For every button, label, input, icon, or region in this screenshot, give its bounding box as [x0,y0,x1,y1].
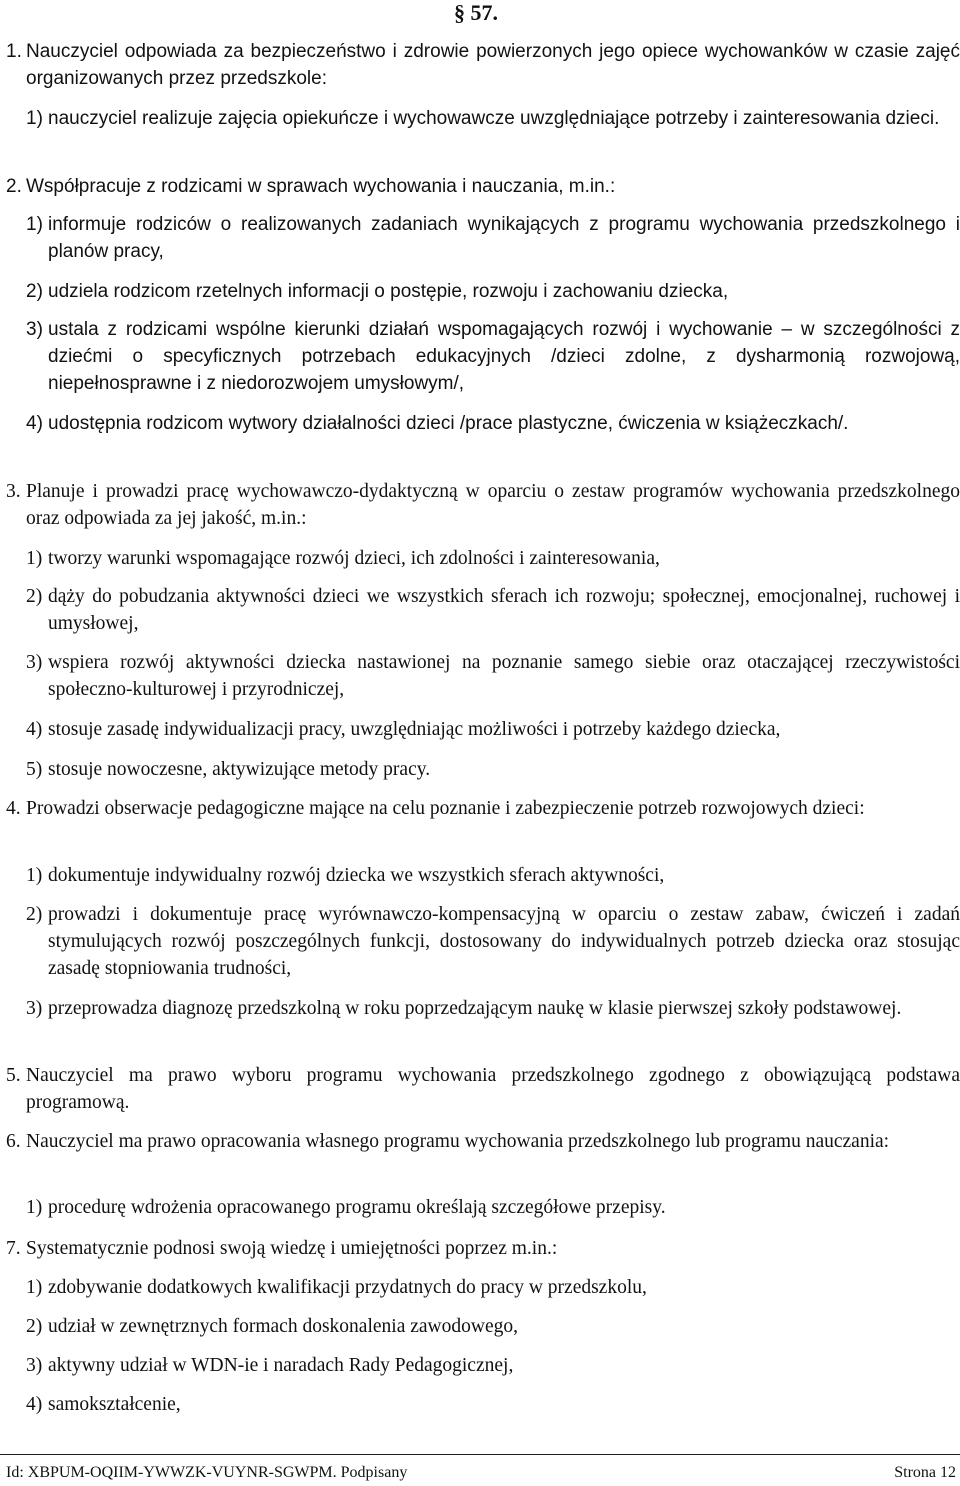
item-number: 2) [26,1316,43,1337]
paragraph-number: 3. [6,481,21,502]
item-text: udział w zewnętrznych formach doskonalenia zawodowego, [48,1316,518,1337]
item-text: udostępnia rodzicom wytwory działalności dzieci /prace plastyczne, ćwiczenia w książeczkach/. [48,413,849,434]
item-text: udziela rodzicom rzetelnych informacji o postępie, rozwoju i zachowaniu dziecka, [48,281,729,302]
list-item [0,211,960,265]
item-number: 5) [26,759,43,780]
item-text: zdobywanie dodatkowych kwalifikacji przydatnych do pracy w przedszkolu, [48,1277,647,1298]
paragraph-text: Planuje i prowadzi pracę wychowawczo-dydaktyczną w oparciu o zestaw programów wychowania przedszkolnego oraz odpowiada za jej jakość, m.in.: [26,481,960,529]
item-number: 1) [26,108,43,129]
list-item [0,410,960,437]
item-number: 1) [26,865,43,886]
paragraph-number: 2. [6,176,22,197]
item-text: dąży do pobudzania aktywności dzieci we wszystkich sferach ich rozwoju; społecznej, emocjonalnej, ruchowej i umysłowej, [48,586,960,634]
section-heading: § 57. [454,0,498,25]
paragraph-text: Nauczyciel ma prawo wyboru programu wychowania przedszkolnego zgodnego z obowiązującą podstawa programową. [26,1065,960,1113]
list-item [0,649,960,703]
item-text: prowadzi i dokumentuje pracę wyrównawczo-kompensacyjną w oparciu o zestaw zabaw, ćwiczeń i zadań stymulujących rozwój poszczególnych funkcji, dostosowany do indywidualnych potrzeb dziecka oraz stosując zasadę stopniowania trudności, [48,904,960,979]
list-item [0,105,960,132]
item-number: 3) [26,652,43,673]
paragraph-4 [0,795,960,822]
item-number: 4) [26,1394,43,1415]
item-number: 3) [26,1355,43,1376]
paragraph-number: 5. [6,1065,21,1086]
list-item [0,316,960,397]
paragraph-number: 4. [6,798,21,819]
item-text: stosuje zasadę indywidualizacji pracy, uwzględniając możliwości i potrzeby każdego dziecka, [48,719,781,740]
footer-divider [0,1454,960,1455]
item-number: 4) [26,413,43,434]
list-item [0,1391,960,1418]
paragraph-text: Nauczyciel ma prawo opracowania własnego programu wychowania przedszkolnego lub programu nauczania: [26,1131,890,1152]
item-number: 1) [26,1197,43,1218]
item-text: nauczyciel realizuje zajęcia opiekuńcze i wychowawcze uwzględniające potrzeby i zainteresowania dzieci. [48,108,940,129]
list-item [0,862,960,889]
paragraph-text: Prowadzi obserwacje pedagogiczne mające na celu poznanie i zabezpieczenie potrzeb rozwojowych dzieci: [26,798,865,819]
item-text: stosuje nowoczesne, aktywizujące metody pracy. [48,759,431,780]
item-number: 3) [26,998,43,1019]
paragraph-2 [0,173,960,200]
document-id: Id: XBPUM-OQIIM-YWWZK-VUYNR-SGWPM. Podpisany [6,1464,408,1481]
item-text: ustala z rodzicami wspólne kierunki działań wspomagających rozwój i wychowanie – w szczególności z dziećmi o specyficznych potrzebach edukacyjnych /dzieci zdolne, z dysharmonią rozwojową, niepełnosprawne i z niedorozwojem umysłowym/, [48,319,960,394]
list-item [0,583,960,637]
item-number: 2) [26,586,43,607]
list-item [0,995,960,1022]
list-item [0,1313,960,1340]
item-text: informuje rodziców o realizowanych zadaniach wynikających z programu wychowania przedszkolnego i planów pracy, [48,214,960,262]
list-item [0,1194,960,1221]
paragraph-6 [0,1128,960,1155]
paragraph-3 [0,478,960,532]
item-number: 3) [26,319,43,340]
list-item [0,756,960,783]
paragraph-text: Nauczyciel odpowiada za bezpieczeństwo i zdrowie powierzonych jego opiece wychowanków w czasie zajęć organizowanych przez przedszkole: [26,41,960,89]
paragraph-number: 6. [6,1131,21,1152]
item-text: tworzy warunki wspomagające rozwój dzieci, ich zdolności i zainteresowania, [48,548,660,569]
item-number: 2) [26,281,43,302]
list-item [0,1352,960,1379]
item-text: samokształcenie, [48,1394,181,1415]
list-item [0,1274,960,1301]
list-item [0,716,960,743]
page-number: Strona 12 [894,1464,956,1481]
paragraph-7 [0,1235,960,1262]
paragraph-5 [0,1062,960,1116]
paragraph-number: 7. [6,1238,21,1259]
paragraph-number: 1. [6,41,22,62]
paragraph-1 [0,38,960,92]
list-item [0,901,960,982]
item-text: wspiera rozwój aktywności dziecka nastawionej na poznanie samego siebie oraz otaczającej rzeczywistości społeczno-kulturowej i przyrodniczej, [48,652,960,700]
item-number: 2) [26,904,43,925]
paragraph-text: Współpracuje z rodzicami w sprawach wychowania i nauczania, m.in.: [26,176,616,197]
item-number: 4) [26,719,43,740]
list-item [0,545,960,572]
item-text: dokumentuje indywidualny rozwój dziecka we wszystkich sferach aktywności, [48,865,665,886]
item-text: przeprowadza diagnozę przedszkolną w roku poprzedzającym naukę w klasie pierwszej szkoły podstawowej. [48,998,902,1019]
item-text: aktywny udział w WDN-ie i naradach Rady Pedagogicznej, [48,1355,514,1376]
item-number: 1) [26,1277,43,1298]
paragraph-text: Systematycznie podnosi swoją wiedzę i umiejętności poprzez m.in.: [26,1238,558,1259]
item-number: 1) [26,548,43,569]
item-number: 1) [26,214,43,235]
item-text: procedurę wdrożenia opracowanego programu określają szczegółowe przepisy. [48,1197,666,1218]
list-item [0,278,960,305]
